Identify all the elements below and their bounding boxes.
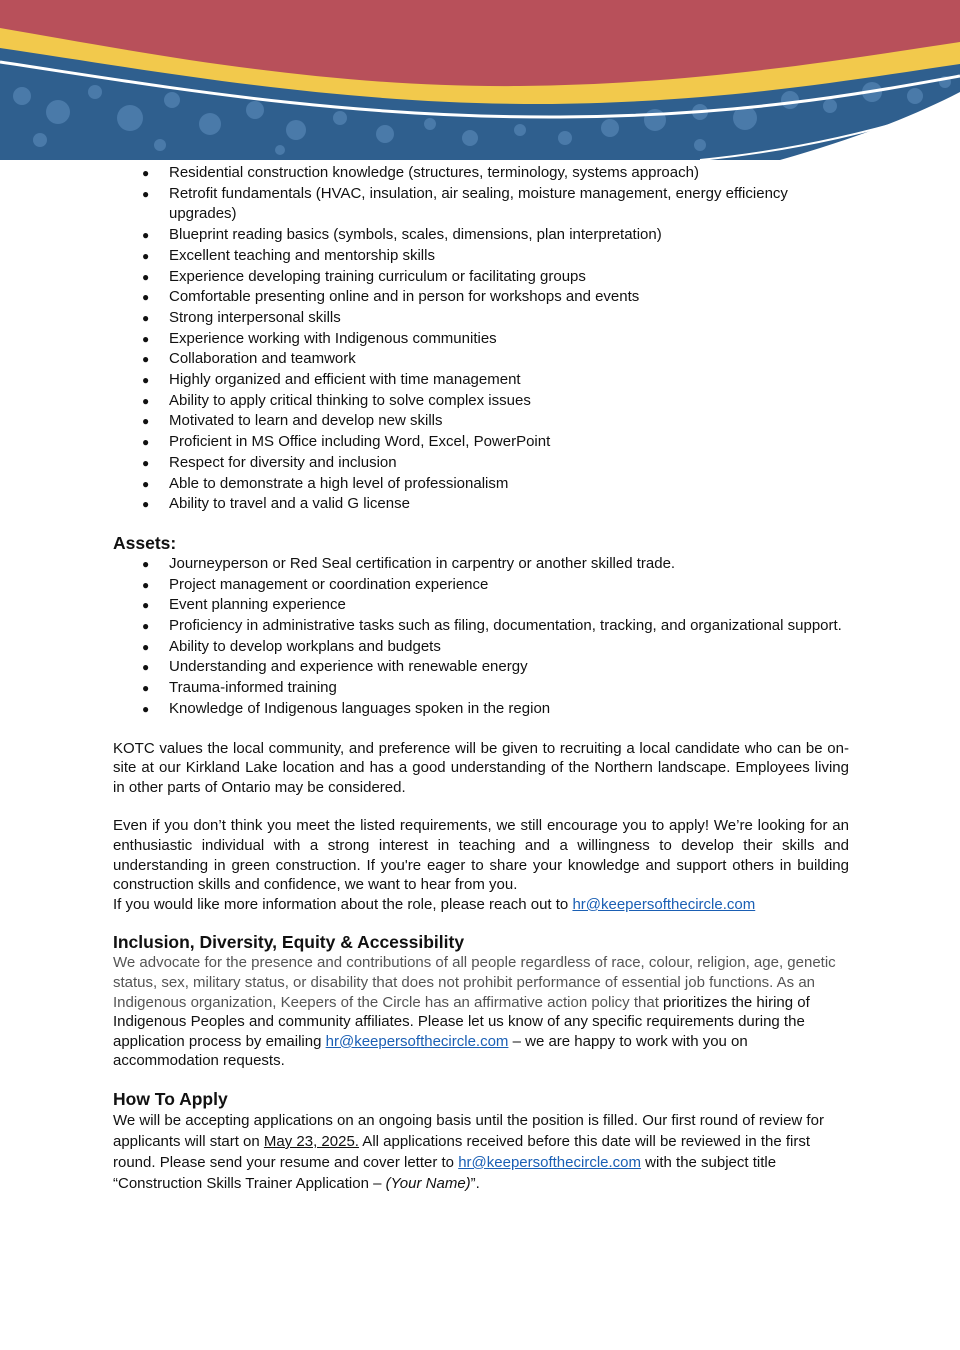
list-item: ● Blueprint reading basics (symbols, scales, dimensions, plan interpretation) bbox=[113, 225, 849, 246]
list-item: ● Ability to apply critical thinking to solve complex issues bbox=[113, 391, 849, 412]
bullet-icon: ● bbox=[142, 248, 150, 263]
bullet-icon: ● bbox=[142, 681, 150, 696]
bullet-icon: ● bbox=[142, 290, 150, 305]
assets-list bbox=[113, 554, 849, 720]
apply-paragraph: We will be accepting applications on an ongoing basis until the position is filled. Our first round of review for applicants will start on May 23, 2025. All applications received before this date will be reviewed in the first round. Please send your resume and cover letter to hr@keepersofthecircle.com with the subject title “Construction Skills Trainer Application – (Your Name)”. bbox=[113, 1111, 824, 1192]
list-item: ● Event planning experience bbox=[113, 595, 849, 616]
list-item: ● Proficient in MS Office including Word, Excel, PowerPoint bbox=[113, 432, 849, 453]
bullet-icon: ● bbox=[142, 701, 150, 716]
bullet-icon: ● bbox=[142, 352, 150, 367]
list-item: ● Residential construction knowledge (structures, terminology, systems approach) bbox=[113, 163, 849, 184]
bullet-icon: ● bbox=[142, 186, 150, 201]
encourage-paragraph: Even if you don’t think you meet the listed requirements, we still encourage you to apply! We’re looking for an enthusiastic individual with a strong interest in teaching and a willingness to develop their skills and understanding in green construction. If you're eager to share your knowledge and support others in building construction skills and confidence, we want to hear from you. bbox=[113, 817, 849, 894]
bullet-icon: ● bbox=[142, 228, 150, 243]
list-item: ● Retrofit fundamentals (HVAC, insulation, air sealing, moisture management, energy efficiency upgrades) bbox=[142, 184, 788, 223]
bullet-icon: ● bbox=[142, 577, 150, 592]
bullet-icon: ● bbox=[142, 414, 150, 429]
list-item: ● Highly organized and efficient with time management bbox=[113, 370, 849, 391]
bullet-icon: ● bbox=[142, 310, 150, 325]
list-item: ● Comfortable presenting online and in person for workshops and events bbox=[113, 287, 849, 308]
header-banner bbox=[0, 0, 960, 160]
bullet-icon: ● bbox=[142, 476, 150, 491]
name-placeholder: (Your Name) bbox=[385, 1174, 471, 1192]
how-to-apply-heading: How To Apply bbox=[113, 1088, 228, 1109]
list-item: ● Able to demonstrate a high level of professionalism bbox=[113, 474, 849, 495]
bullet-icon: ● bbox=[142, 455, 150, 470]
assets-heading: Assets: bbox=[113, 532, 177, 553]
bullet-icon: ● bbox=[142, 435, 150, 450]
contact-info-line: If you would like more information about the role, please reach out to hr@keepersofthecircle.com bbox=[113, 895, 756, 913]
list-item: ● Strong interpersonal skills bbox=[113, 308, 849, 329]
list-item: ● Proficiency in administrative tasks such as filing, documentation, tracking, and organizational support. bbox=[113, 616, 849, 637]
list-item: ● Respect for diversity and inclusion bbox=[113, 453, 849, 474]
local-preference-paragraph: KOTC values the local community, and preference will be given to recruiting a local candidate who can be on-site at our Kirkland Lake location and has a good understanding of the Northern landscape. Employees living in other parts of Ontario may be considered. bbox=[113, 739, 849, 796]
list-item: ● Ability to develop workplans and budgets bbox=[113, 637, 849, 658]
bullet-icon: ● bbox=[142, 639, 150, 654]
list-item: ● Experience developing training curriculum or facilitating groups bbox=[113, 267, 849, 288]
review-date: May 23, 2025. bbox=[263, 1132, 359, 1150]
bullet-icon: ● bbox=[142, 269, 150, 284]
email-link[interactable]: hr@keepersofthecircle.com bbox=[325, 1032, 509, 1050]
list-item: ● Journeyperson or Red Seal certification in carpentry or another skilled trade. bbox=[113, 554, 849, 575]
email-link[interactable]: hr@keepersofthecircle.com bbox=[458, 1153, 642, 1171]
idea-heading: Inclusion, Diversity, Equity & Accessibility bbox=[113, 932, 465, 953]
requirements-list bbox=[113, 163, 849, 515]
bullet-icon: ● bbox=[142, 331, 150, 346]
bullet-icon: ● bbox=[142, 619, 150, 634]
bullet-icon: ● bbox=[142, 497, 150, 512]
document-body bbox=[113, 163, 849, 1194]
idea-paragraph: We advocate for the presence and contributions of all people regardless of race, colour, religion, age, genetic status, sex, military status, or disability that does not prohibit performance of essential job functions. As an Indigenous organization, Keepers of the Circle has an affirmative action policy that prioritizes the hiring of Indigenous Peoples and community affiliates. Please let us know of any specific requirements during the application process by emailing hr@keepersofthecircle.com – we are happy to work with you on accommodation requests. bbox=[113, 954, 836, 1070]
list-item: ● Understanding and experience with renewable energy bbox=[113, 657, 849, 678]
bullet-icon: ● bbox=[142, 660, 150, 675]
bullet-icon: ● bbox=[142, 598, 150, 613]
bullet-icon: ● bbox=[142, 373, 150, 388]
list-item: ● Motivated to learn and develop new skills bbox=[113, 411, 849, 432]
list-item: ● Knowledge of Indigenous languages spoken in the region bbox=[113, 699, 849, 720]
bullet-icon: ● bbox=[142, 166, 150, 180]
list-item: ● Project management or coordination experience bbox=[113, 575, 849, 596]
list-item: ● Experience working with Indigenous communities bbox=[113, 329, 849, 350]
bullet-icon: ● bbox=[142, 393, 150, 408]
list-item: ● Trauma-informed training bbox=[113, 678, 849, 699]
email-link[interactable]: hr@keepersofthecircle.com bbox=[572, 895, 756, 913]
list-item: ● Excellent teaching and mentorship skills bbox=[113, 246, 849, 267]
list-item: ● Collaboration and teamwork bbox=[113, 349, 849, 370]
list-item: ● Ability to travel and a valid G license bbox=[113, 494, 849, 515]
bullet-icon: ● bbox=[142, 556, 150, 571]
